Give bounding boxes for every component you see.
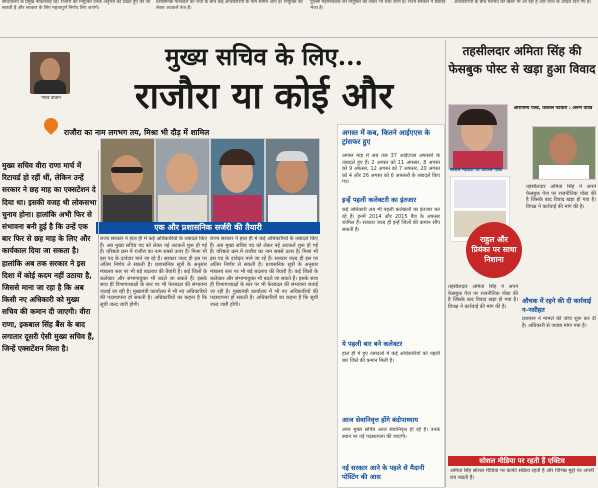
photo-officer-3 [210, 138, 265, 225]
photo-officer-2 [155, 138, 210, 225]
sidebar-paragraph-3: हाल ही में हुए तबादलों में कई अधिकारियों को पहली बार जिले की कमान मिली है। [342, 351, 440, 364]
logo-icon [41, 115, 61, 135]
right-label: आरोपमय पोस्ट, तत्काल पटवारी : अरुण यादव [513, 106, 593, 111]
photo-politician [532, 126, 596, 180]
column-divider-1 [98, 150, 99, 487]
photo-caption: सोशल मीडिया पर वायरल पोस्ट [450, 168, 503, 173]
top-strip-column-4: अधिकारियों के बीच मतभेद की खबरें भी आ रही हैं और जांच के आदेश दिए गए हैं। [454, 0, 592, 5]
right-text-column-1: तहसीलदार अमिता सिंह ने अपने फेसबुक पेज पर राजनीतिक पोस्ट की है जिसके बाद विवाद खड़ा हो गया है। विपक्ष ने कार्रवाई की मांग की है। [448, 284, 518, 310]
photo-tehsildar [448, 104, 508, 170]
body-text-column-1: राज्य सरकार ने हाल ही में कई अधिकारियों के तबादले किए हैं। अब मुख्य सचिव पद को लेकर नई अटकलें शुरू हो गई हैं। वरिष्ठता क्रम में राजौरा का नाम सबसे ऊपर है। मिश्रा भी इस पद के दावेदार माने जा रहे हैं। सरकार जल्द ही इस पर अंतिम निर्णय ले सकती है। प्रशासनिक सूत्रों के अनुसार मंत्रालय स्तर पर भी बड़े बदलाव की तैयारी है। कई जिलों के कलेक्टर और संभागायुक्त भी बदले जा सकते हैं। इसके साथ ही विभागाध्यक्षों के स्तर पर भी फेरबदल की संभावना जताई जा रही है। मुख्यमंत्री कार्यालय में भी नए अधिकारियों की पदस्थापना हो सकती है। अधिकारियों का कहना है कि सूची जल्द जारी होगी। [100, 236, 207, 308]
subheadline: राजौरा का नाम लगभग तय, मिश्रा भी दौड़ में शामिल [64, 128, 210, 137]
top-strip-column-1: सचिवालय के प्रमुख नौकरशाह रहे। राजौरा की नियुक्ति उनके अनुभव को देखते हुए की जा सकती है और सरकार के लिए महत्वपूर्ण निर्णय लिए जाएंगे। [2, 0, 151, 11]
sidebar-subhead-1: इन्हें पहली कलेक्टरी का इंतजार [342, 196, 417, 204]
sidebar-paragraph-2: कई अधिकारी अब भी पहली कलेक्टरी का इंतजार कर रहे हैं। इनमें 2014 और 2015 बैच के अफसर शामिल हैं। सरकार जल्द ही इन्हें जिलों की कमान सौंप सकती है। [342, 207, 440, 233]
sidebar-heading: अगस्त में कब, कितने आईएएस के ट्रांसफर हुए [342, 129, 430, 146]
sidebar-subhead-2: ये पहली बार बने कलेक्टर [342, 340, 403, 348]
photo-officer-4 [265, 138, 320, 225]
photo-officer-1 [100, 138, 155, 225]
headline-line-1: मुख्य सचिव के लिए... [165, 42, 363, 71]
sidebar-paragraph-1: अगस्त माह में अब तक 37 आईएएस अफसरों के तबादले हुए हैं। 2 अगस्त को 11 अफसर, 8 अगस्त को 9 अफसर, 12 अगस्त को 7 अफसर, 20 अगस्त को 4 और 26 अगस्त को 6 अफसरों के तबादले किए गए। [342, 153, 440, 186]
highlight-circle: राहुल और प्रियंका पर साधा निशाना [466, 222, 522, 278]
lede-paragraph: मुख्य सचिव वीरा राणा मार्च में रिटायर्ड हो रहीं थीं, लेकिन उन्हें सरकार ने छह माह का एक्सटेंशन दे दिया था। इसकी वजह थी लोकसभा चुनाव होना। हालांकि अभी फिर से संभावना बनी हुई है कि उन्हें एक बार फिर से छह माह के लिए और कार्यकाल दिया जा सकता है। हालांकि अब तक सरकार ने इस दिशा में कोई कदम नहीं उठाया है, जिससे माना जा रहा है कि अब किसी नए अधिकारी को मुख्य सचिव की कमान दी जाएगी। वीरा राणा, इकबाल सिंह बैंस के बाद लगातार दूसरी ऐसी मुख्य सचिव हैं, जिन्हें एक्सटेंशन मिला है। [2, 161, 97, 354]
body-text-column-2: राज्य सरकार ने हाल ही में कई अधिकारियों के तबादले किए हैं। अब मुख्य सचिव पद को लेकर नई अटकलें शुरू हो गई हैं। वरिष्ठता क्रम में राजौरा का नाम सबसे ऊपर है। मिश्रा भी इस पद के दावेदार माने जा रहे हैं। सरकार जल्द ही इस पर अंतिम निर्णय ले सकती है। प्रशासनिक सूत्रों के अनुसार मंत्रालय स्तर पर भी बड़े बदलाव की तैयारी है। कई जिलों के कलेक्टर और संभागायुक्त भी बदले जा सकते हैं। इसके साथ ही विभागाध्यक्षों के स्तर पर भी फेरबदल की संभावना जताई जा रही है। मुख्यमंत्री कार्यालय में भी नए अधिकारियों की पदस्थापना हो सकती है। अधिकारियों का कहना है कि सूची जल्द जारी होगी। [210, 236, 318, 308]
right-headline: तहसीलदार अमिता सिंह की फेसबुक पोस्ट से खड़ा हुआ विवाद [448, 44, 596, 76]
headline-line-2: राजौरा या कोई और [134, 75, 394, 117]
sidebar-subhead-4: नई सरकार आने के पहले से मैदानी पोस्टिंग की आस [342, 464, 425, 481]
author-photo [30, 52, 70, 94]
right-text-column-2: प्रशासन ने मामले की जांच शुरू कर दी है। अधिकारी से जवाब मांगा गया है। [522, 316, 596, 329]
bottom-paragraph: अमिता सिंह सोशल मीडिया पर काफी सक्रिय रहती हैं और विभिन्न मुद्दों पर अपनी राय रखती हैं। [450, 468, 594, 481]
sidebar-box [337, 124, 445, 488]
column-divider-2 [445, 40, 446, 487]
author-name: गौरव दीवान [41, 96, 61, 101]
sidebar-subhead-3: आज सेवानिवृत्त होंगे बंदोपाध्याय [342, 416, 419, 424]
top-divider [0, 37, 598, 38]
right-subhead: औचक में रहने की दी कार्रवाई न-नसीहत [522, 297, 592, 314]
top-strip-column-2: प्रशासनिक फेरबदल की चर्चा के बीच कई अधिकारियों के नाम सामने आए हैं। नियुक्ति को लेकर अटकलें तेज हैं। [156, 0, 303, 11]
top-strip-column-3: पुलिस महानिदेशक की नियुक्ति को लेकर भी चर्चा जारी है। राज्य सरकार ने प्रस्ताव भेजा है। [310, 0, 446, 11]
bottom-banner: सोशल मीडिया पर रहती हैं एक्टिव [448, 456, 596, 466]
right-text-top: तहसीलदार अमिता सिंह ने अपने फेसबुक पेज पर राजनीतिक पोस्ट की है जिसके बाद विवाद खड़ा हो गया है। विपक्ष ने कार्रवाई की मांग की है। [526, 184, 596, 210]
sidebar-paragraph-4: अपर मुख्य सचिव आज सेवानिवृत्त हो रहे हैं। उनके स्थान पर नई पदस्थापना की जाएगी। [342, 427, 440, 440]
section-banner: एक और प्रशासनिक सर्जरी की तैयारी [96, 222, 320, 234]
